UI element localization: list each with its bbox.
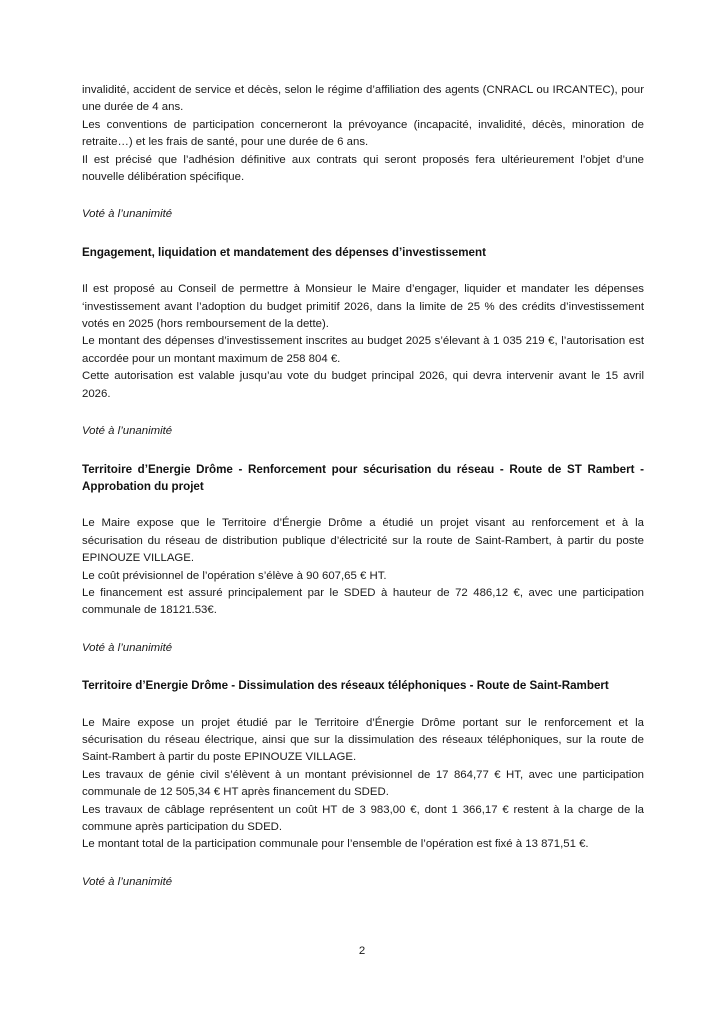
conventions-paragraph: Les conventions de participation concerneront la prévoyance (incapacité, invalidité, décès, minoration de retraite…) et les frais de santé, pour une durée de 6 ans. (82, 118, 644, 149)
spacer (82, 620, 644, 640)
renforcement-paragraph-2: Le coût prévisionnel de l’opération s’élève à 90 607,65 € HT. (82, 569, 387, 582)
spacer (82, 403, 644, 423)
spacer (82, 186, 644, 206)
adhesion-paragraph: Il est précisé que l’adhésion définitive aux contrats qui seront proposés fera ultérieurement l’objet d’une nouvelle délibération spécifique. (82, 153, 644, 184)
vote-result-2: Voté à l’unanimité (82, 425, 173, 438)
section-heading-dissimulation: Territoire d’Energie Drôme - Dissimulation des réseaux téléphoniques - Route de Saint-Rambert (82, 679, 609, 693)
renforcement-paragraph-3: Le financement est assuré principalement par le SDED à hauteur de 72 486,12 €, avec une participation communale de 18121.53€. (82, 586, 644, 617)
spacer (82, 441, 644, 461)
dissimulation-paragraph-2: Les travaux de génie civil s’élèvent à un montant prévisionnel de 17 864,77 € HT, avec une participation communale de 12 505,34 € HT après financement du SDED. (82, 768, 644, 799)
spacer (82, 854, 644, 874)
vote-result-3: Voté à l’unanimité (82, 641, 173, 654)
section-heading-engagement: Engagement, liquidation et mandatement des dépenses d’investissement (82, 245, 486, 259)
dissimulation-paragraph-3: Les travaux de câblage représentent un coût HT de 3 983,00 €, dont 1 366,17 € restent à la charge de la commune après participation du SDED. (82, 803, 644, 833)
vote-result-1: Voté à l’unanimité (82, 208, 173, 221)
dissimulation-paragraph-1: Le Maire expose un projet étudié par le Territoire d’Énergie Drôme portant sur le renforcement et la sécurisation du réseau électrique, ainsi que sur la dissimulation des réseaux téléphoniques, sur la route de Saint-Rambert à partir du poste EPINOUZE VILLAGE. (82, 716, 644, 764)
spacer (82, 705, 644, 715)
section-heading-renforcement: Territoire d’Energie Drôme - Renforcement pour sécurisation du réseau - Route de ST Rambert - Approbation du projet (82, 462, 644, 493)
spacer (82, 224, 644, 244)
engagement-paragraph-3: Cette autorisation est valable jusqu’au vote du budget principal 2026, qui devra intervenir avant le 15 avril 2026. (82, 370, 644, 400)
vote-result-4: Voté à l’unanimité (82, 875, 173, 888)
renforcement-paragraph-1: Le Maire expose que le Territoire d’Énergie Drôme a étudié un projet visant au renforcement et à la sécurisation du réseau de distribution publique d’électricité sur la route de Saint-Rambert, à partir du poste EPINOUZE VILLAGE. (82, 517, 644, 565)
spacer (82, 271, 644, 281)
dissimulation-paragraph-4: Le montant total de la participation communale pour l’ensemble de l’opération est fixé à 13 871,51 €. (82, 838, 589, 851)
engagement-paragraph-2: Le montant des dépenses d’investissement inscrites au budget 2025 s’élevant à 1 035 219 €, l’autorisation est accordée pour un montant maximum de 258 804 €. (82, 335, 644, 365)
document-body (82, 82, 644, 891)
page-number: 2 (358, 945, 366, 957)
intro-paragraph: invalidité, accident de service et décès, selon le régime d’affiliation des agents (CNRACL ou IRCANTEC), pour une durée de 4 ans. (82, 84, 644, 114)
spacer (82, 657, 644, 677)
spacer (82, 505, 644, 515)
engagement-paragraph-1: Il est proposé au Conseil de permettre à Monsieur le Maire d’engager, liquider et mandater les dépenses ‘investissement avant l’adoption du budget primitif 2026, dans la limite de 25 % des crédits d’investissement votés en 2025 (hors remboursement de la dette). (82, 283, 644, 331)
